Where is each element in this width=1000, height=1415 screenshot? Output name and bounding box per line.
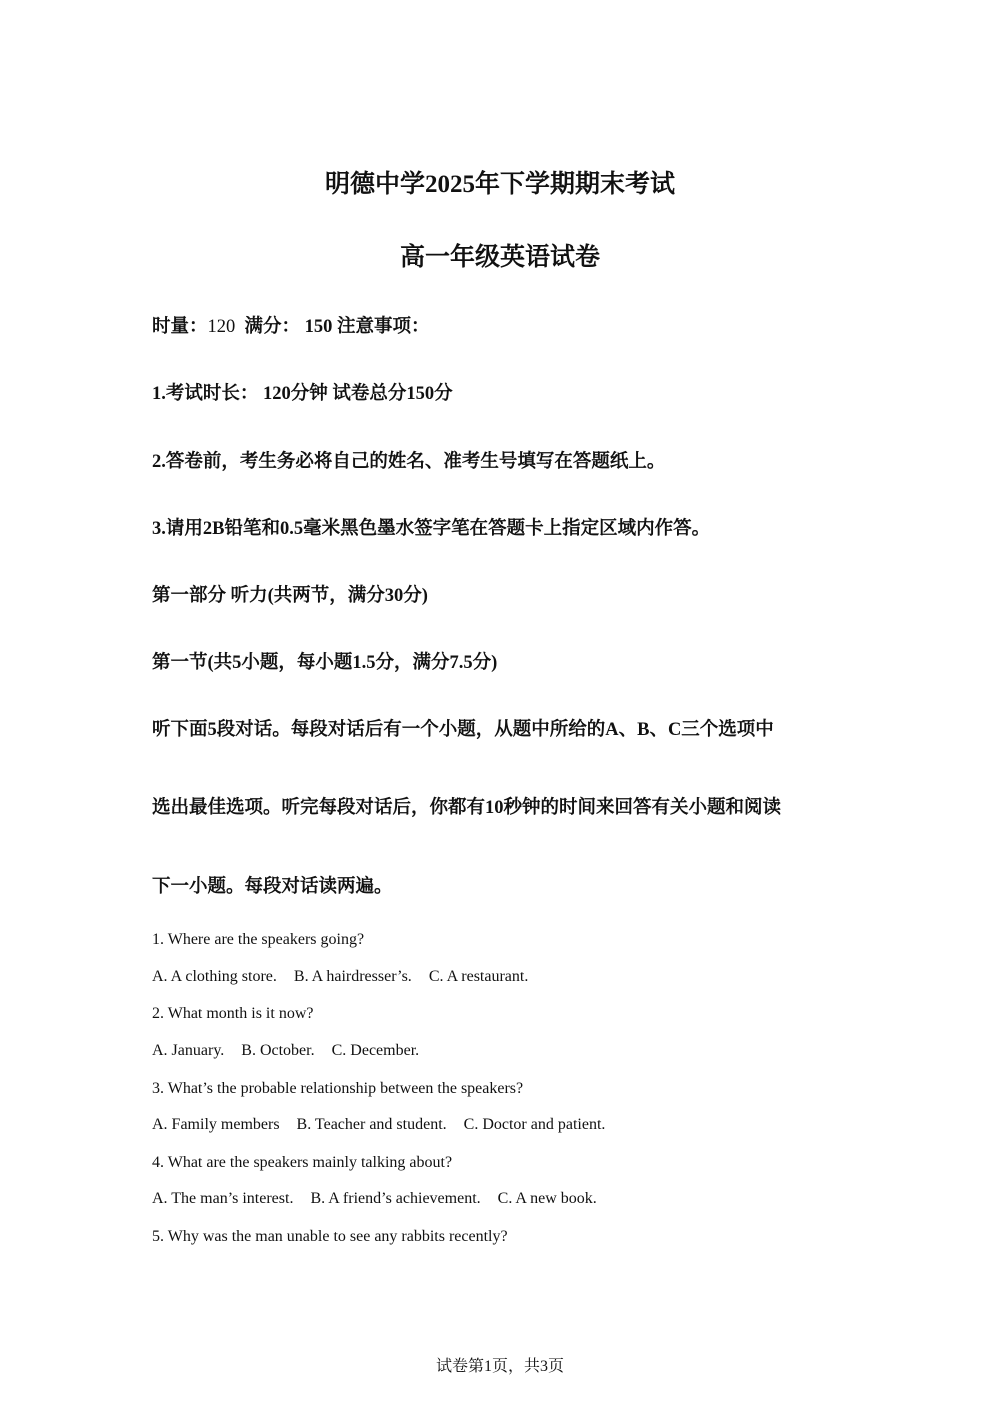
time-value: 120 [207,317,236,337]
notice-item: 2.答卷前，考生务必将自己的姓名、准考生号填写在答题纸上。 [152,452,666,472]
instruction-line: 下一小题。每段对话读两遍。 [152,877,393,897]
section-heading: 第一节(共5小题，每小题1.5分，满分7.5分) [152,653,498,673]
score-label: 满分： [244,317,301,337]
option-a: A. January. [152,1042,225,1059]
question-stem: 2. What month is it now? [152,1005,314,1022]
option-c: C. A new book. [497,1190,597,1207]
question-stem: 3. What’s the probable relationship between the speakers? [152,1080,524,1097]
exam-meta-line [152,315,430,339]
exam-subtitle: 高一年级英语试卷 [399,244,600,271]
exam-title: 明德中学2025年下学期期末考试 [324,171,675,198]
notice-item: 1.考试时长： 120分钟 试卷总分150分 [152,384,453,404]
option-b: B. October. [241,1042,315,1059]
option-a: A. Family members [152,1116,280,1133]
question-stem: 1. Where are the speakers going? [152,931,365,948]
question-stem: 4. What are the speakers mainly talking about? [152,1154,453,1171]
page-footer: 试卷第1页，共3页 [435,1358,564,1375]
option-c: C. A restaurant. [428,968,529,985]
score-value: 150 [304,317,333,337]
question-stem: 5. Why was the man unable to see any rabbits recently? [152,1228,508,1245]
option-b: B. Teacher and student. [296,1116,447,1133]
notice-label: 注意事项： [337,317,430,337]
notice-item: 3.请用2B铅笔和0.5毫米黑色墨水签字笔在答题卡上指定区域内作答。 [152,519,711,539]
question-options [152,967,528,987]
instruction-line: 听下面5段对话。每段对话后有一个小题，从题中所给的A、B、C三个选项中 [152,720,774,740]
question-options [152,1189,597,1209]
option-b: B. A hairdresser’s. [293,968,412,985]
question-options [152,1115,605,1135]
time-label: 时量： [152,317,208,337]
option-a: A. A clothing store. [152,968,277,985]
option-c: C. December. [331,1042,420,1059]
instruction-line: 选出最佳选项。听完每段对话后，你都有10秒钟的时间来回答有关小题和阅读 [152,798,782,818]
option-b: B. A friend’s achievement. [310,1190,481,1207]
option-a: A. The man’s interest. [152,1190,294,1207]
question-options [152,1041,419,1061]
part-heading: 第一部分 听力(共两节，满分30分) [152,586,428,606]
option-c: C. Doctor and patient. [463,1116,606,1133]
